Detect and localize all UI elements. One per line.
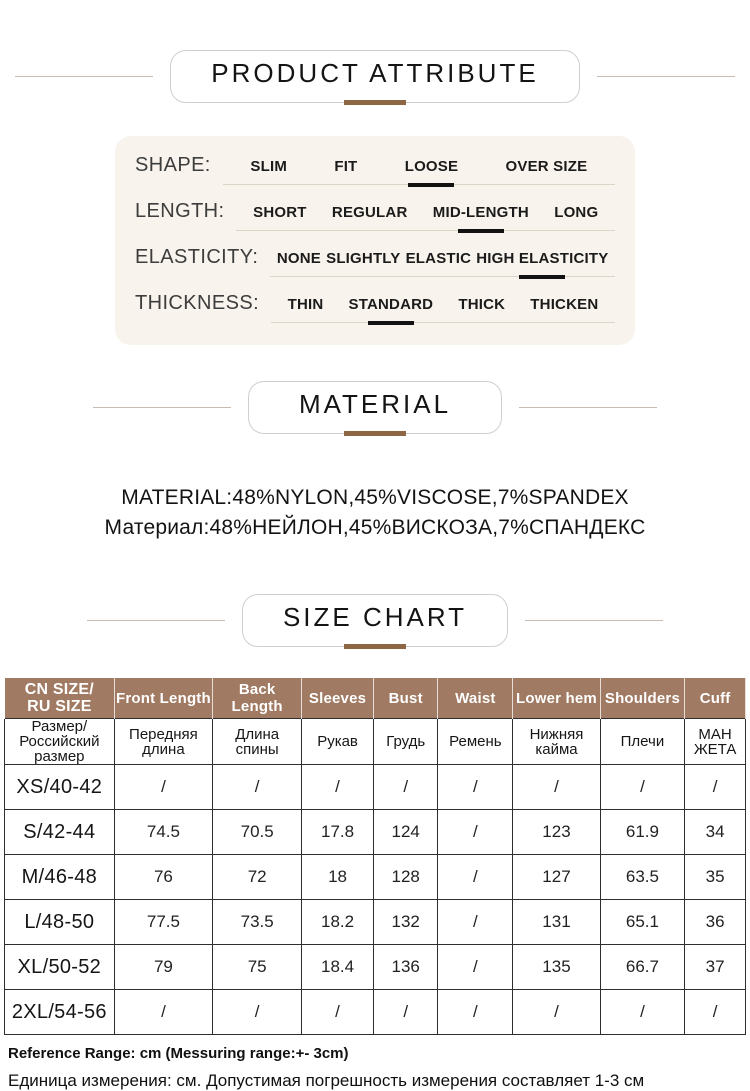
value-cell: /: [302, 765, 374, 810]
attribute-options: [271, 296, 615, 323]
column-header-en: Shoulders: [600, 678, 684, 719]
reference-notes: [8, 1045, 750, 1091]
material-line-ru: Материал:48%НЕЙЛОН,45%ВИСКОЗА,7%СПАНДЕКС: [104, 516, 646, 539]
value-cell: /: [438, 765, 513, 810]
size-chart-table: [4, 678, 746, 1035]
divider-line: [15, 76, 153, 77]
value-cell: 18.4: [302, 945, 374, 990]
divider-line: [87, 620, 225, 621]
material-header: [0, 381, 750, 434]
column-header-en: [5, 678, 115, 719]
value-cell: 65.1: [600, 900, 684, 945]
value-cell: 75: [213, 945, 302, 990]
value-cell: /: [213, 990, 302, 1035]
attribute-option: SLIGHTLY: [326, 250, 401, 267]
value-cell: /: [600, 990, 684, 1035]
column-header-en: Sleeves: [302, 678, 374, 719]
accent-bar: [344, 644, 406, 649]
value-cell: 63.5: [600, 855, 684, 900]
value-cell: /: [513, 990, 600, 1035]
attribute-option: ELASTIC: [405, 250, 472, 267]
column-header-ru: Рукав: [302, 719, 374, 765]
reference-note-en: Reference Range: cm (Messuring range:+- 3cm): [8, 1045, 349, 1062]
divider-line: [597, 76, 735, 77]
size-chart-header: [0, 594, 750, 647]
value-cell: 17.8: [302, 810, 374, 855]
value-cell: 128: [373, 855, 437, 900]
value-cell: 34: [685, 810, 746, 855]
attribute-option-selected: MID-LENGTH: [432, 204, 529, 221]
material-composition: [0, 483, 750, 543]
attribute-label: SHAPE:: [135, 154, 211, 176]
attribute-option-selected: LOOSE: [404, 158, 459, 175]
value-cell: /: [302, 990, 374, 1035]
column-header-en: Back Length: [213, 678, 302, 719]
material-title: MATERIAL: [298, 389, 452, 419]
header-row-en: [5, 678, 746, 719]
material-line-en: MATERIAL:48%NYLON,45%VISCOSE,7%SPANDEX: [121, 486, 629, 509]
attribute-label: ELASTICITY:: [135, 246, 259, 268]
value-cell: 123: [513, 810, 600, 855]
column-header-ru: Грудь: [373, 719, 437, 765]
column-header-ru: Нижняя кайма: [513, 719, 600, 765]
column-header-en: Front Length: [114, 678, 213, 719]
value-cell: /: [438, 810, 513, 855]
size-chart-title: SIZE CHART: [282, 602, 468, 632]
table-row: [5, 810, 746, 855]
value-cell: 36: [685, 900, 746, 945]
value-cell: 132: [373, 900, 437, 945]
value-cell: 66.7: [600, 945, 684, 990]
accent-bar: [344, 431, 406, 436]
size-cell: S/42-44: [5, 810, 115, 855]
reference-note-ru: Единица измерения: см. Допустимая погрешность измерения составляет 1-3 см: [8, 1071, 645, 1090]
value-cell: /: [685, 990, 746, 1035]
value-cell: 73.5: [213, 900, 302, 945]
value-cell: 131: [513, 900, 600, 945]
value-cell: /: [438, 990, 513, 1035]
column-header-ru: Плечи: [600, 719, 684, 765]
column-header-ru: Ремень: [438, 719, 513, 765]
column-header-line: CN SIZE/: [24, 681, 94, 698]
value-cell: 127: [513, 855, 600, 900]
value-cell: 72: [213, 855, 302, 900]
size-cell: XL/50-52: [5, 945, 115, 990]
attribute-option: REGULAR: [331, 204, 408, 221]
attribute-row-shape: [135, 154, 615, 185]
value-cell: 74.5: [114, 810, 213, 855]
product-attribute-title: PRODUCT ATTRIBUTE: [211, 58, 539, 88]
value-cell: 76: [114, 855, 213, 900]
attribute-row-elasticity: [135, 246, 615, 277]
value-cell: /: [438, 855, 513, 900]
column-header-en: Lower hem: [513, 678, 600, 719]
attribute-option: THICKEN: [530, 296, 599, 313]
attribute-option: SHORT: [253, 204, 307, 221]
header-row-ru: [5, 719, 746, 765]
value-cell: /: [114, 990, 213, 1035]
value-cell: 35: [685, 855, 746, 900]
size-chart-table-wrap: [4, 678, 746, 1035]
column-header-ru: Размер/Российский размер: [5, 719, 115, 765]
accent-bar: [344, 100, 406, 105]
product-attribute-title-box: [170, 50, 579, 103]
value-cell: /: [373, 990, 437, 1035]
divider-line: [93, 407, 231, 408]
attribute-row-thickness: [135, 292, 615, 323]
attribute-option: NONE: [276, 250, 322, 267]
size-cell: XS/40-42: [5, 765, 115, 810]
value-cell: /: [373, 765, 437, 810]
size-cell: 2XL/54-56: [5, 990, 115, 1035]
value-cell: /: [114, 765, 213, 810]
column-header-ru: Длина спины: [213, 719, 302, 765]
column-header-en: Waist: [438, 678, 513, 719]
size-chart-title-box: [242, 594, 508, 647]
attributes-panel: [115, 136, 635, 345]
attribute-option: SLIM: [250, 158, 288, 175]
value-cell: 18.2: [302, 900, 374, 945]
value-cell: /: [438, 900, 513, 945]
attribute-label: LENGTH:: [135, 200, 225, 222]
value-cell: 61.9: [600, 810, 684, 855]
attribute-option: OVER SIZE: [505, 158, 588, 175]
value-cell: 70.5: [213, 810, 302, 855]
divider-line: [525, 620, 663, 621]
column-header-ru: Передняя длина: [114, 719, 213, 765]
value-cell: 124: [373, 810, 437, 855]
attribute-options: [223, 158, 615, 185]
table-row: [5, 855, 746, 900]
table-row: [5, 765, 746, 810]
attribute-option: THIN: [287, 296, 324, 313]
column-header-en: Cuff: [685, 678, 746, 719]
size-cell: L/48-50: [5, 900, 115, 945]
attribute-option-selected: HIGH ELASTICITY: [476, 250, 609, 267]
attribute-row-length: [135, 200, 615, 231]
value-cell: /: [513, 765, 600, 810]
column-header-en: Bust: [373, 678, 437, 719]
table-row: [5, 945, 746, 990]
column-header-ru: МАН ЖЕТА: [685, 719, 746, 765]
value-cell: 135: [513, 945, 600, 990]
value-cell: /: [685, 765, 746, 810]
value-cell: 136: [373, 945, 437, 990]
attribute-options: [270, 250, 615, 277]
column-header-line: RU SIZE: [27, 698, 92, 715]
table-row: [5, 900, 746, 945]
attribute-option: FIT: [334, 158, 358, 175]
value-cell: 37: [685, 945, 746, 990]
attribute-option: THICK: [458, 296, 506, 313]
attribute-options: [236, 204, 615, 231]
value-cell: 18: [302, 855, 374, 900]
value-cell: /: [600, 765, 684, 810]
attribute-label: THICKNESS:: [135, 292, 260, 314]
attribute-option-selected: STANDARD: [348, 296, 434, 313]
size-cell: M/46-48: [5, 855, 115, 900]
divider-line: [519, 407, 657, 408]
attribute-option: LONG: [554, 204, 599, 221]
table-row: [5, 990, 746, 1035]
material-title-box: [248, 381, 502, 434]
product-attribute-header: [0, 0, 750, 103]
value-cell: 79: [114, 945, 213, 990]
value-cell: 77.5: [114, 900, 213, 945]
value-cell: /: [213, 765, 302, 810]
value-cell: /: [438, 945, 513, 990]
